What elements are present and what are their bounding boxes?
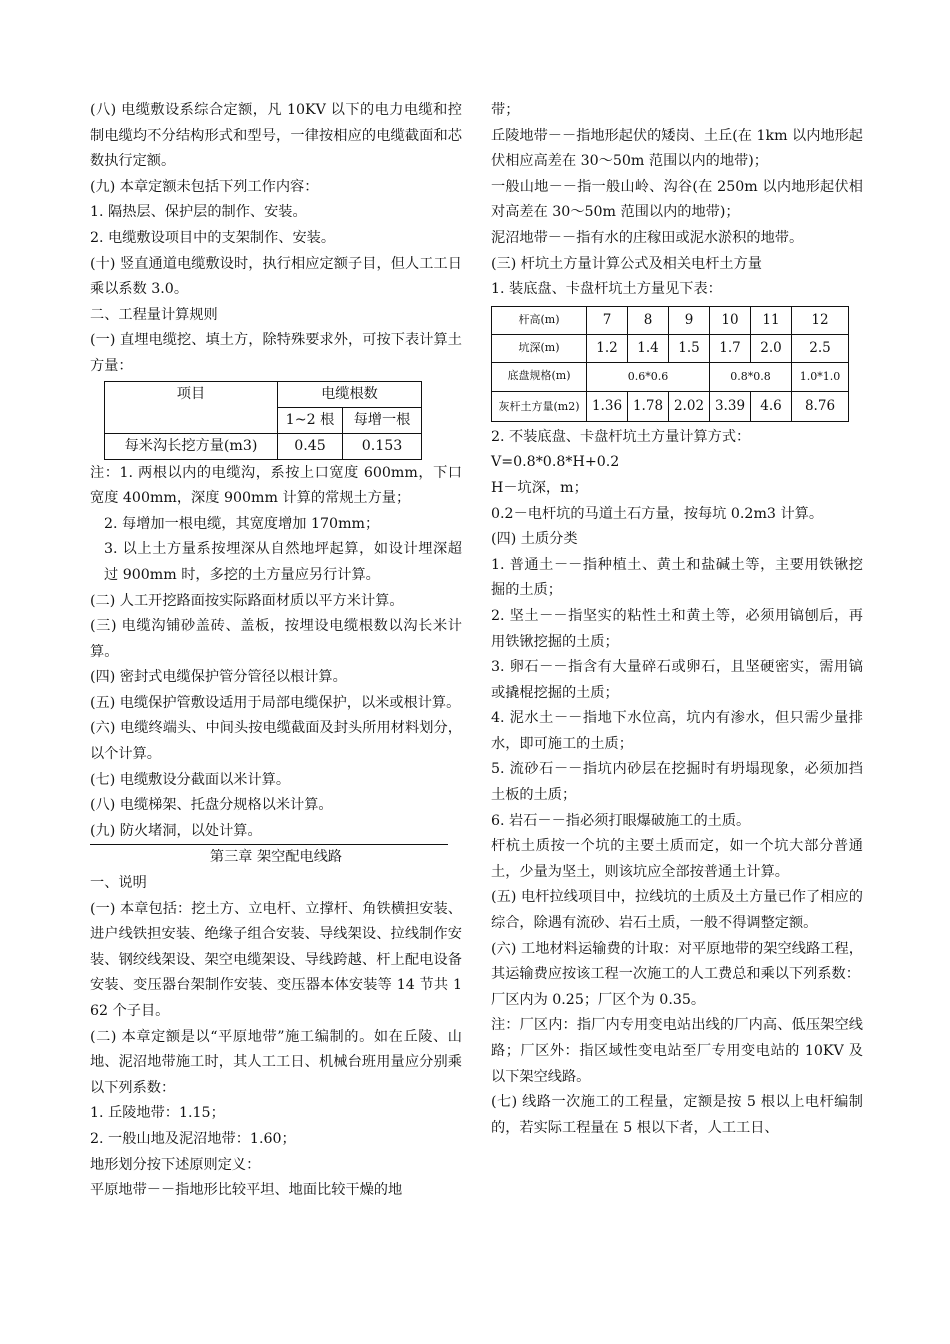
paragraph: (二) 本章定额是以“平原地带”施工编制的。如在丘陵、山地、泥沼地带施工时，其人工工日、机械台班用量应分别乘以下列系数： — [90, 1028, 462, 1096]
paragraph: (六) 电缆终端头、中间头按电缆截面及封头所用材料划分，以个计算。 — [90, 720, 462, 763]
paragraph: 杆杭土质按一个坑的主要土质而定，如一个坑大部分普通土，少量为坚土，则该坑应全部按普通土计算。 — [491, 838, 863, 880]
paragraph: (八) 电缆梯架、托盘分规格以米计算。 — [90, 797, 333, 814]
table-cell: 1.5 — [669, 334, 710, 362]
table-header-cell: 每增一根 — [343, 407, 422, 433]
table-cell: 0.6*0.6 — [587, 362, 710, 391]
paragraph: 1. 丘陵地带：1.15； — [90, 1105, 225, 1122]
table-cell: 0.8*0.8 — [710, 362, 792, 391]
table-cell: 7 — [587, 306, 628, 334]
paragraph: 2. 一般山地及泥沼地带：1.60； — [90, 1130, 296, 1147]
table-cell: 1.78 — [628, 391, 669, 421]
table-cell: 11 — [751, 306, 792, 334]
table-header-cell: 电缆根数 — [278, 381, 422, 407]
left-column — [90, 98, 462, 1204]
paragraph: 2. 不装底盘、卡盘杆坑土方量计算方式： — [491, 428, 751, 445]
paragraph: 0.2－电杆坑的马道土石方量，按每坑 0.2m3 计算。 — [491, 505, 824, 522]
paragraph: 6. 岩石－－指必须打眼爆破施工的土质。 — [491, 812, 751, 829]
paragraph: (十) 竖直通道电缆敷设时，执行相应定额子目，但人工工日乘以系数 3.0。 — [90, 255, 462, 298]
table-cell: 2.02 — [669, 391, 710, 421]
table-cell: 8 — [628, 306, 669, 334]
paragraph: 一般山地－－指一般山岭、沟谷(在 250m 以内地形起伏相对高差在 30～50m 范围以内的地带)； — [491, 178, 863, 221]
table-header-cell: 底盘规格(m) — [492, 362, 587, 391]
paragraph: (五) 电缆保护管敷设适用于局部电缆保护，以米或根计算。 — [90, 694, 461, 711]
table-cell: 0.45 — [278, 433, 343, 459]
table-row — [492, 306, 849, 334]
paragraph: (一) 直埋电缆挖、填土方，除特殊要求外，可按下表计算土方量： — [90, 332, 462, 374]
paragraph: (五) 电杆拉线项目中，拉线坑的土质及土方量已作了相应的综合，除遇有流砂、岩石土质，一般不得调整定额。 — [491, 889, 863, 932]
table-cell: 2.5 — [792, 334, 849, 362]
paragraph: H－坑深，m； — [491, 479, 588, 496]
paragraph: 丘陵地带－－指地形起伏的矮岗、土丘(在 1km 以内地形起伏相应高差在 30～50m 范围以内的地带)； — [491, 127, 863, 170]
paragraph: (四) 密封式电缆保护管分管径以根计算。 — [90, 669, 347, 686]
table-cell: 1.0*1.0 — [792, 362, 849, 391]
table-cell: 4.6 — [751, 391, 792, 421]
pole-pit-earthwork-table — [491, 306, 849, 422]
table-header-cell: 1~2 根 — [278, 407, 343, 433]
table-cell: 1.7 — [710, 334, 751, 362]
table-cell: 3.39 — [710, 391, 751, 421]
table-cell: 12 — [792, 306, 849, 334]
paragraph: 1. 普通土－－指种植土、黄土和盐碱土等，主要用铁锹挖掘的土质； — [491, 556, 863, 599]
paragraph: 4. 泥水土－－指地下水位高，坑内有渗水，但只需少量排水，即可施工的土质； — [491, 710, 863, 752]
paragraph: (二) 人工开挖路面按实际路面材质以平方米计算。 — [90, 592, 404, 609]
paragraph: 1. 隔热层、保护层的制作、安装。 — [90, 204, 307, 221]
paragraph: (四) 土质分类 — [491, 531, 578, 548]
table-cell: 1.2 — [587, 334, 628, 362]
note: 3. 以上土方量系按埋深从自然地坪起算，如设计埋深超过 900mm 时，多挖的土方量应另行计算。 — [104, 541, 462, 583]
table-cell: 9 — [669, 306, 710, 334]
right-column — [491, 98, 863, 1141]
paragraph: (三) 电缆沟铺砂盖砖、盖板，按埋设电缆根数以沟长米计算。 — [90, 618, 462, 660]
paragraph: 泥沼地带－－指有水的庄稼田或泥水淤积的地带。 — [491, 229, 804, 246]
paragraph: 2. 电缆敷设项目中的支架制作、安装。 — [90, 229, 336, 246]
paragraph: (九) 本章定额未包括下列工作内容： — [90, 178, 319, 195]
note: 2. 每增加一根电缆，其宽度增加 170mm； — [104, 515, 380, 532]
paragraph: (九) 防火堵洞，以处计算。 — [90, 819, 448, 846]
paragraph: (三) 杆坑土方量计算公式及相关电杆土方量 — [491, 255, 762, 272]
paragraph: 2. 坚土－－指坚实的粘性土和黄土等，必须用镐刨后，再用铁锹挖掘的土质； — [491, 607, 863, 650]
paragraph: (七) 电缆敷设分截面以米计算。 — [90, 771, 291, 788]
table-cell: 8.76 — [792, 391, 849, 421]
table-row — [492, 362, 849, 391]
cable-earthwork-table — [104, 381, 422, 460]
formula: V=0.8*0.8*H+0.2 — [491, 454, 620, 471]
table-cell: 2.0 — [751, 334, 792, 362]
table-header-cell: 灰杆土方量(m2) — [492, 391, 587, 421]
table-row — [105, 433, 422, 459]
section-heading: 二、工程量计算规则 — [90, 306, 218, 323]
paragraph: 1. 装底盘、卡盘杆坑土方量见下表： — [491, 281, 722, 298]
paragraph: (八) 电缆敷设系综合定额，凡 10KV 以下的电力电缆和控制电缆均不分结构形式和型号，一律按相应的电缆截面和芯数执行定额。 — [90, 102, 462, 170]
paragraph: (七) 线路一次施工的工程量，定额是按 5 根以上电杆编制的，若实际工程量在 5 根以下者，人工工日、 — [491, 1094, 863, 1136]
note: 注：厂区内：指厂内专用变电站出线的厂内高、低压架空线路；厂区外：指区域性变电站至厂专用变电站的 10KV 及以下架空线路。 — [491, 1017, 863, 1085]
paragraph: 带； — [491, 102, 520, 118]
paragraph: (一) 本章包括：挖土方、立电杆、立撑杆、角铁横担安装、进户线铁担安装、绝缘子组合安装、导线架设、拉线制作安装、钢绞线架设、架空电缆架设、导线跨越、杆上配电设备安装、变压器台架制作安装、变压器本体安装等 14 节共 162 个子目。 — [90, 900, 462, 1019]
table-cell: 0.153 — [343, 433, 422, 459]
section-heading: 一、说明 — [90, 875, 147, 892]
paragraph: 厂区内为 0.25；厂区个为 0.35。 — [491, 991, 706, 1008]
table-row — [492, 391, 849, 421]
table-cell: 10 — [710, 306, 751, 334]
table-row — [492, 334, 849, 362]
table-row — [105, 381, 422, 407]
paragraph: 5. 流砂石－－指坑内砂层在挖掘时有坍塌现象，必须加挡土板的土质； — [491, 761, 863, 804]
note: 注：1. 两根以内的电缆沟，系按上口宽度 600mm，下口宽度 400mm，深度 900mm 计算的常规土方量； — [90, 464, 462, 507]
table-cell: 1.4 — [628, 334, 669, 362]
table-header-cell: 坑深(m) — [492, 334, 587, 362]
table-cell: 每米沟长挖方量(m3) — [105, 433, 278, 459]
paragraph: 地形划分按下述原则定义： — [90, 1156, 261, 1173]
paragraph: 3. 卵石－－指含有大量碎石或卵石，且坚硬密实，需用镐或撬棍挖掘的土质； — [491, 659, 863, 701]
table-cell: 1.36 — [587, 391, 628, 421]
paragraph: 平原地带－－指地形比较平坦、地面比较干燥的地 — [90, 1182, 403, 1199]
paragraph: (六) 工地材料运输费的计取：对平原地带的架空线路工程，其运输费应按该工程一次施工的人工费总和乘以下列系数： — [491, 940, 863, 983]
table-header-cell: 杆高(m) — [492, 306, 587, 334]
table-header-cell: 项目 — [105, 381, 278, 433]
chapter-title: 第三章 架空配电线路 — [209, 849, 343, 866]
